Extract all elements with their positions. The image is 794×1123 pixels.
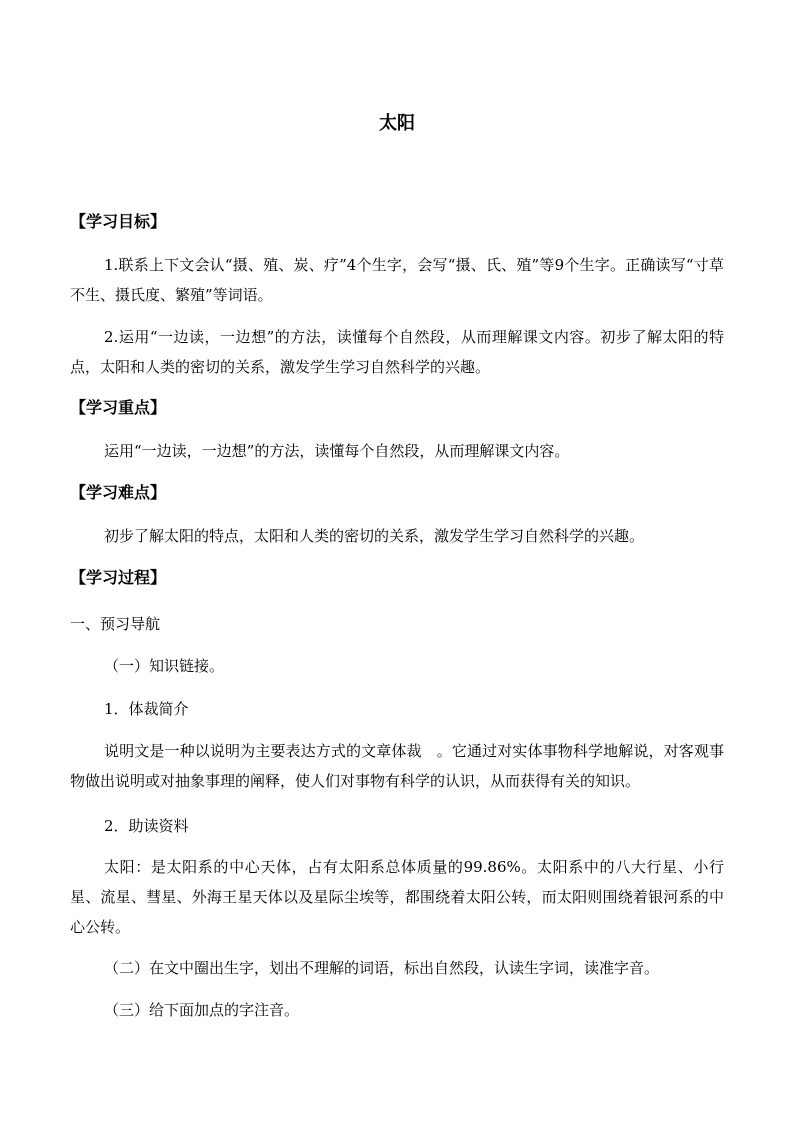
goals-heading: 【学习目标】	[70, 212, 167, 231]
key-points-paragraph: 运用“一边读，一边想”的方法，读懂每个自然段，从而理解课文内容。	[104, 442, 570, 460]
key-points-heading: 【学习重点】	[70, 398, 167, 417]
genre-paragraph: 说明文是一种以说明为主要表达方式的文章体裁 。它通过对实体事物科学地解说，对客观事物做出说明或对抽象事理的阐释，使人们对事物有科学的认识，从而获得有关的知识。	[70, 742, 724, 790]
reading-material-paragraph: 太阳：是太阳系的中心天体，占有太阳系总体质量的99.86%。太阳系中的八大行星、小行星、流星、彗星、外海王星天体以及星际尘埃等，都围绕着太阳公转，而太阳则围绕着银河系的中心公转。	[70, 858, 724, 936]
page-title: 太阳	[379, 113, 415, 134]
goal-1-paragraph: 1.联系上下文会认“摄、殖、炭、疗”4个生字，会写“摄、氏、殖”等9个生字。正确读写“寸草不生、摄氏度、繁殖”等词语。	[70, 256, 724, 304]
goal-2-paragraph: 2.运用“一边读，一边想”的方法，读懂每个自然段，从而理解课文内容。初步了解太阳的特点，太阳和人类的密切的关系，激发学生学习自然科学的兴趣。	[70, 328, 724, 376]
reading-material-heading: 2．助读资料	[104, 817, 189, 835]
difficulty-paragraph: 初步了解太阳的特点，太阳和人类的密切的关系，激发学生学习自然科学的兴趣。	[104, 527, 645, 545]
preview-section-title: 一、预习导航	[70, 615, 161, 633]
process-heading: 【学习过程】	[70, 568, 167, 587]
difficulty-heading: 【学习难点】	[70, 483, 167, 502]
step-2-item: （二）在文中圈出生字，划出不理解的词语，标出自然段，认读生字词，读准字音。	[104, 959, 660, 977]
step-3-item: （三）给下面加点的字注音。	[104, 1001, 300, 1019]
knowledge-link-item: （一）知识链接。	[104, 657, 225, 675]
genre-heading: 1．体裁简介	[104, 700, 189, 718]
